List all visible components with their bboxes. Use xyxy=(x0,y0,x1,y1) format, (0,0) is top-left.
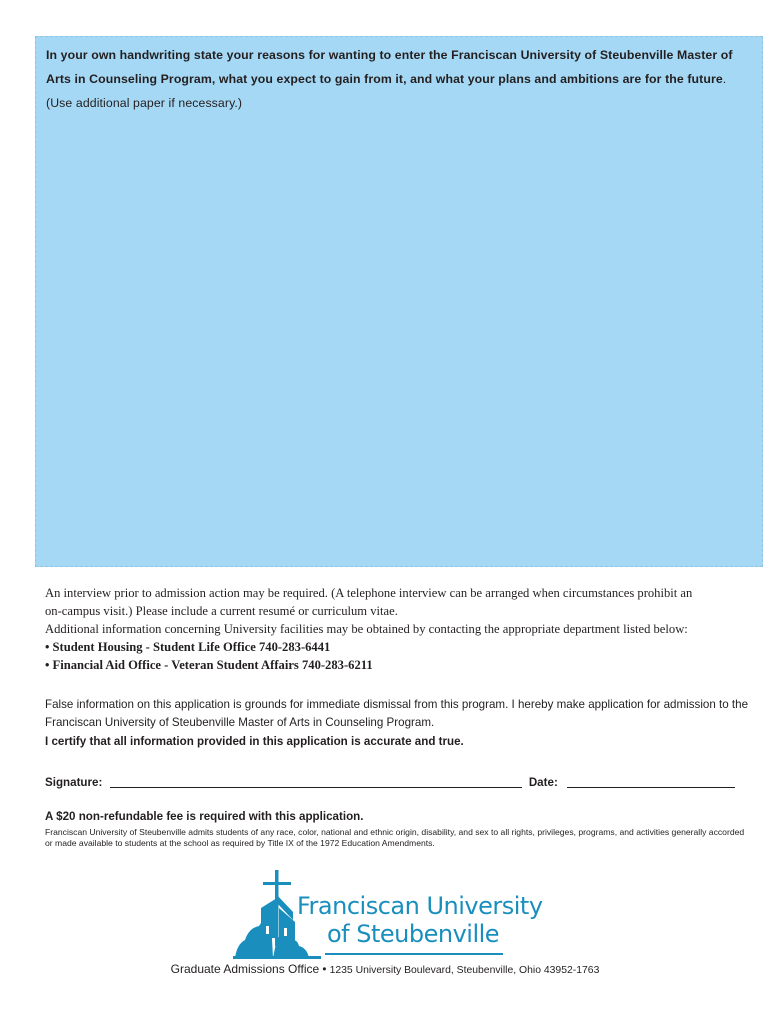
admission-info xyxy=(45,584,755,674)
signature-row xyxy=(45,776,735,789)
logo-wordmark-line-2: of Steubenville xyxy=(327,920,500,948)
logo-underline xyxy=(325,953,503,955)
signature-label: Signature: xyxy=(45,776,103,789)
false-information-notice: False information on this application is grounds for immediate dismissal from this program. I hereby make application for admission to the Franciscan University of Steubenville Master of Arts in Counseling Program. xyxy=(45,698,749,729)
date-label: Date: xyxy=(528,776,558,789)
date-field[interactable] xyxy=(567,787,735,788)
logo-wordmark-line-1: Franciscan University xyxy=(297,892,543,920)
interview-line-2: on-campus visit.) Please include a current resumé or curriculum vitae. xyxy=(45,604,398,618)
nondiscrimination-statement: Franciscan University of Steubenville admits students of any race, color, national and ethnic origin, disability, and sex to all rights, privileges, programs, and activities generally accorded or made available to students at the school as required by Title IX of the 1972 Education Amendments. xyxy=(45,827,745,848)
contact-financial-aid: • Financial Aid Office - Veteran Student Affairs 740-283-6211 xyxy=(45,658,373,672)
footer-address xyxy=(0,962,770,976)
signature-field[interactable] xyxy=(110,787,522,788)
university-logo xyxy=(233,868,543,960)
essay-prompt xyxy=(46,43,752,115)
facilities-line: Additional information concerning University facilities may be obtained by contacting the appropriate department listed below: xyxy=(45,622,688,636)
essay-prompt-bold: In your own handwriting state your reasons for wanting to enter the Franciscan University of Steubenville Master of Arts in Counseling Program, what you expect to gain from it, and what your plans and ambitions are for the future xyxy=(46,48,733,86)
interview-line-1: An interview prior to admission action may be required. (A telephone interview can be arranged when circumstances prohibit an xyxy=(45,586,693,600)
footer-bullet: • xyxy=(319,964,330,976)
certification-statement: I certify that all information provided in this application is accurate and true. xyxy=(45,735,464,748)
contact-student-housing: • Student Housing - Student Life Office 740-283-6441 xyxy=(45,640,331,654)
essay-response-area[interactable] xyxy=(35,36,763,567)
footer-office-name: Graduate Admissions Office xyxy=(170,962,320,976)
footer-street-address: 1235 University Boulevard, Steubenville, Ohio 43952-1763 xyxy=(329,965,600,976)
essay-prompt-note: . (Use additional paper if necessary.) xyxy=(46,72,727,110)
fee-notice: A $20 non-refundable fee is required with this application. xyxy=(45,810,364,823)
